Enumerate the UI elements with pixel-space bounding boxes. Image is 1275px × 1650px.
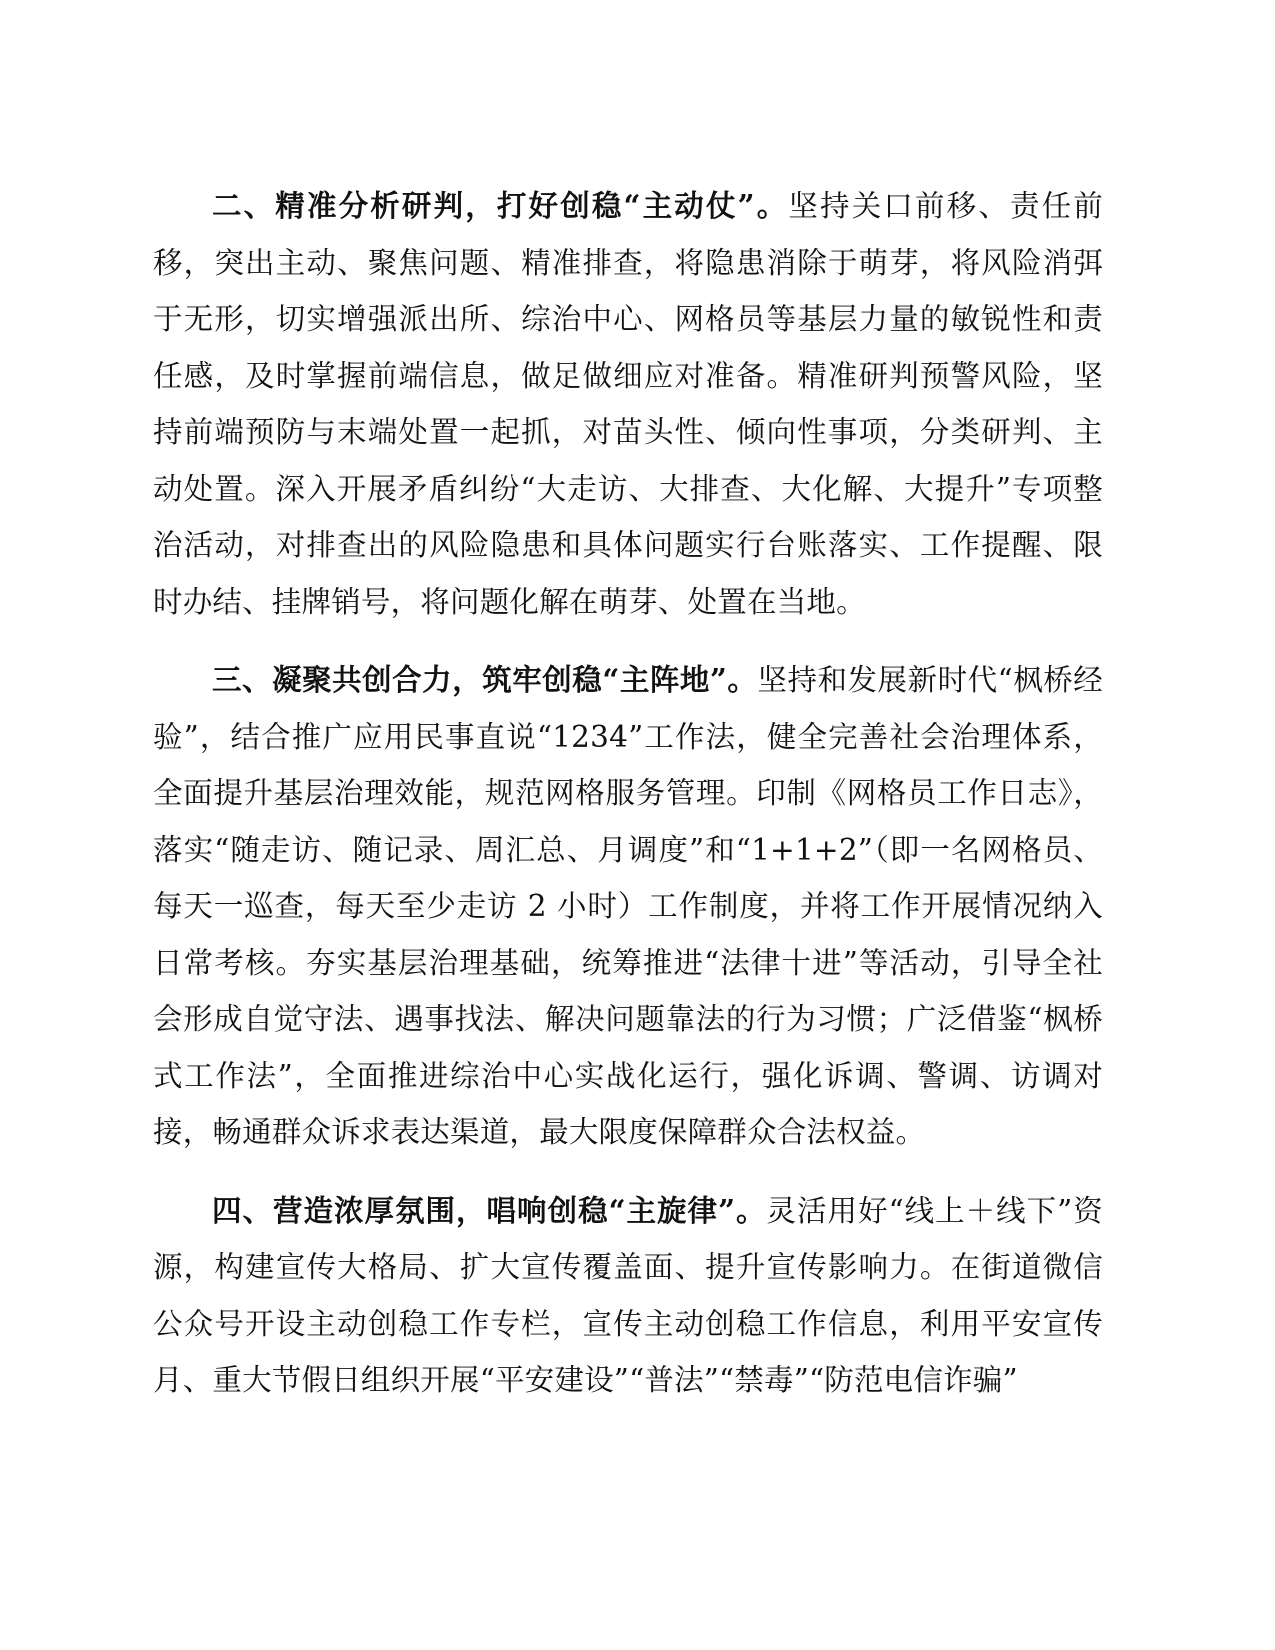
section-body: 坚持关口前移、责任前移，突出主动、聚焦问题、精准排查，将隐患消除于萌芽，将风险消弭于无形，切实增强派出所、综治中心、网格员等基层力量的敏锐性和责任感，及时掌握前端信息，做足做细应对准备。精准研判预警风险，坚持前端预防与末端处置一起抓，对苗头性、倾向性事项，分类研判、主动处置。深入开展矛盾纠纷“大走访、大排查、大化解、大提升”专项整治活动，对排查出的风险隐患和具体问题实行台账落实、工作提醒、限时办结、挂牌销号，将问题化解在萌芽、处置在当地。: [153, 189, 1103, 619]
paragraph-section-3: [153, 652, 1103, 1161]
paragraph-section-4: [153, 1183, 1103, 1409]
paragraph-section-2: [153, 178, 1103, 630]
section-heading: 四、营造浓厚氛围，唱响创稳“主旋律”。: [212, 1192, 767, 1228]
document-page: [153, 178, 1103, 1431]
section-heading: 二、精准分析研判，打好创稳“主动仗”。: [212, 188, 789, 223]
section-body: 坚持和发展新时代“枫桥经验”，结合推广应用民事直说“1234”工作法，健全完善社会治理体系，全面提升基层治理效能，规范网格服务管理。印制《网格员工作日志》，落实“随走访、随记录、周汇总、月调度”和“1+1+2”（即一名网格员、每天一巡查，每天至少走访 2 小时）工作制度，并将工作开展情况纳入日常考核。夯实基层治理基础，统筹推进“法律十进”等活动，引导全社会形成自觉守法、遇事找法、解决问题靠法的行为习惯；广泛借鉴“枫桥式工作法”，全面推进综治中心实战化运行，强化诉调、警调、访调对接，畅通群众诉求表达渠道，最大限度保障群众合法权益。: [153, 663, 1103, 1149]
section-heading: 三、凝聚共创合力，筑牢创稳“主阵地”。: [212, 662, 758, 697]
section-body: 灵活用好“线上＋线下”资源，构建宣传大格局、扩大宣传覆盖面、提升宣传影响力。在街道微信公众号开设主动创稳工作专栏，宣传主动创稳工作信息，利用平安宣传月、重大节假日组织开展“平安建设”“普法”“禁毒”“防范电信诈骗”: [153, 1193, 1103, 1397]
